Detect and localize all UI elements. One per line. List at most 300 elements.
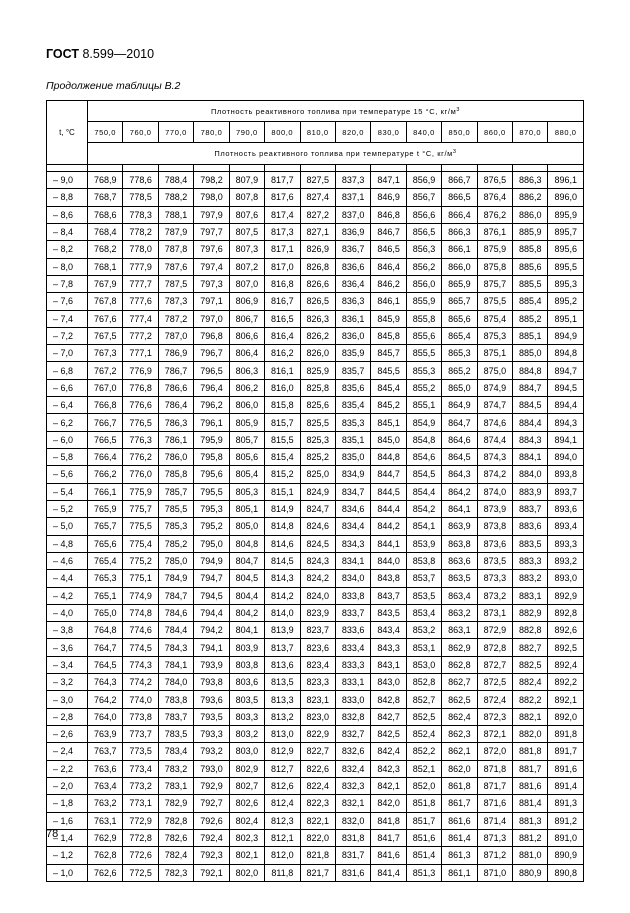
density-cell: 782,6 [158, 829, 193, 846]
spacer-cell [548, 165, 583, 172]
density-cell: 843,8 [371, 570, 406, 587]
density-cell: 826,8 [300, 258, 335, 275]
density-cell: 843,4 [371, 622, 406, 639]
density-cell: 775,9 [123, 483, 158, 500]
density-cell: 846,4 [371, 258, 406, 275]
density-cell: 894,5 [548, 379, 583, 396]
temperature-cell: – 3,6 [47, 639, 88, 656]
density-cell: 802,0 [229, 864, 264, 881]
density-cell: 875,5 [477, 293, 512, 310]
density-cell: 812,0 [265, 847, 300, 864]
density-cell: 815,5 [265, 431, 300, 448]
density-cell: 776,5 [123, 414, 158, 431]
density-cell: 845,7 [371, 345, 406, 362]
density-cell: 804,4 [229, 587, 264, 604]
density-cell: 815,7 [265, 414, 300, 431]
density-cell: 885,1 [513, 327, 548, 344]
density-cell: 768,1 [88, 258, 123, 275]
density-cell: 842,0 [371, 795, 406, 812]
table-row [47, 656, 584, 673]
table-row [47, 587, 584, 604]
density-cell: 882,2 [513, 691, 548, 708]
density-cell: 816,1 [265, 362, 300, 379]
density-column-header: 850,0 [442, 122, 477, 143]
density-cell: 834,1 [335, 552, 370, 569]
density-cell: 764,5 [88, 656, 123, 673]
density-cell: 836,9 [335, 223, 370, 240]
density-cell: 854,1 [406, 518, 441, 535]
density-cell: 793,5 [194, 708, 229, 725]
temperature-cell: – 5,8 [47, 449, 88, 466]
density-cell: 846,8 [371, 206, 406, 223]
density-cell: 797,1 [194, 293, 229, 310]
density-cell: 863,2 [442, 604, 477, 621]
density-cell: 804,1 [229, 622, 264, 639]
density-cell: 777,2 [123, 327, 158, 344]
density-cell: 807,2 [229, 258, 264, 275]
density-cell: 873,2 [477, 587, 512, 604]
density-cell: 824,3 [300, 552, 335, 569]
density-cell: 807,9 [229, 172, 264, 189]
density-cell: 784,6 [158, 604, 193, 621]
density-cell: 862,8 [442, 656, 477, 673]
density-cell: 853,2 [406, 622, 441, 639]
density-cell: 837,0 [335, 206, 370, 223]
density-cell: 772,5 [123, 864, 158, 881]
density-cell: 783,4 [158, 743, 193, 760]
temperature-cell: – 2,0 [47, 777, 88, 794]
density-cell: 795,5 [194, 483, 229, 500]
density-cell: 805,0 [229, 518, 264, 535]
density-cell: 853,4 [406, 604, 441, 621]
density-cell: 787,8 [158, 241, 193, 258]
density-cell: 874,7 [477, 397, 512, 414]
density-cell: 864,1 [442, 500, 477, 517]
density-cell: 875,4 [477, 310, 512, 327]
density-cell: 834,9 [335, 466, 370, 483]
density-cell: 876,1 [477, 223, 512, 240]
density-cell: 881,8 [513, 743, 548, 760]
temperature-cell: – 7,8 [47, 275, 88, 292]
density-cell: 846,9 [371, 189, 406, 206]
temperature-cell: – 1,4 [47, 829, 88, 846]
density-cell: 835,7 [335, 362, 370, 379]
density-cell: 773,8 [123, 708, 158, 725]
density-cell: 774,5 [123, 639, 158, 656]
density-cell: 865,3 [442, 345, 477, 362]
density-cell: 767,6 [88, 310, 123, 327]
density-cell: 885,5 [513, 275, 548, 292]
density-cell: 793,3 [194, 726, 229, 743]
density-cell: 814,2 [265, 587, 300, 604]
density-cell: 842,5 [371, 726, 406, 743]
density-cell: 866,0 [442, 258, 477, 275]
density-cell: 764,2 [88, 691, 123, 708]
temperature-column-header: t, °С [47, 101, 88, 165]
table-row [47, 483, 584, 500]
density-cell: 861,1 [442, 864, 477, 881]
density-cell: 836,6 [335, 258, 370, 275]
density-cell: 814,9 [265, 500, 300, 517]
standard-number: 8.599—2010 [82, 47, 155, 61]
density-cell: 783,5 [158, 726, 193, 743]
temperature-cell: – 8,2 [47, 241, 88, 258]
density-cell: 875,3 [477, 327, 512, 344]
density-cell: 772,6 [123, 847, 158, 864]
density-cell: 812,4 [265, 795, 300, 812]
density-cell: 853,8 [406, 552, 441, 569]
density-cell: 884,8 [513, 362, 548, 379]
density-cell: 864,9 [442, 397, 477, 414]
temperature-cell: – 7,2 [47, 327, 88, 344]
density-cell: 766,5 [88, 431, 123, 448]
density-cell: 875,9 [477, 241, 512, 258]
density-cell: 835,6 [335, 379, 370, 396]
temperature-cell: – 4,2 [47, 587, 88, 604]
spacer-cell [265, 165, 300, 172]
density-cell: 806,0 [229, 397, 264, 414]
density-cell: 822,9 [300, 726, 335, 743]
density-cell: 835,0 [335, 449, 370, 466]
density-cell: 815,2 [265, 466, 300, 483]
density-cell: 777,9 [123, 258, 158, 275]
density-cell: 843,7 [371, 587, 406, 604]
density-cell: 861,6 [442, 812, 477, 829]
density-cell: 767,2 [88, 362, 123, 379]
density-cell: 794,4 [194, 604, 229, 621]
density-cell: 785,8 [158, 466, 193, 483]
density-cell: 783,8 [158, 691, 193, 708]
density-cell: 862,0 [442, 760, 477, 777]
density-cell: 778,2 [123, 223, 158, 240]
density-cell: 881,7 [513, 760, 548, 777]
density-cell: 853,1 [406, 639, 441, 656]
density-cell: 862,4 [442, 708, 477, 725]
density-cell: 774,8 [123, 604, 158, 621]
density-cell: 846,5 [371, 241, 406, 258]
density-cell: 842,8 [371, 691, 406, 708]
density-cell: 863,1 [442, 622, 477, 639]
density-cell: 836,4 [335, 275, 370, 292]
table-row [47, 362, 584, 379]
density-cell: 832,6 [335, 743, 370, 760]
temperature-cell: – 7,4 [47, 310, 88, 327]
density-cell: 795,3 [194, 500, 229, 517]
density-cell: 796,5 [194, 362, 229, 379]
density-cell: 844,5 [371, 483, 406, 500]
density-column-header: 860,0 [477, 122, 512, 143]
density-cell: 764,7 [88, 639, 123, 656]
density-cell: 778,5 [123, 189, 158, 206]
density-cell: 766,8 [88, 397, 123, 414]
density-cell: 855,3 [406, 362, 441, 379]
density-cell: 892,2 [548, 674, 583, 691]
table-row [47, 570, 584, 587]
density-cell: 872,0 [477, 743, 512, 760]
density-cell: 827,2 [300, 206, 335, 223]
density-cell: 803,2 [229, 726, 264, 743]
density-cell: 890,9 [548, 847, 583, 864]
density-cell: 804,5 [229, 570, 264, 587]
density-cell: 785,2 [158, 535, 193, 552]
density-cell: 882,8 [513, 622, 548, 639]
density-cell: 891,8 [548, 726, 583, 743]
density-cell: 766,2 [88, 466, 123, 483]
density-cell: 776,2 [123, 449, 158, 466]
density-cell: 873,3 [477, 570, 512, 587]
density-cell: 806,7 [229, 310, 264, 327]
density-cell: 823,9 [300, 604, 335, 621]
density-cell: 824,2 [300, 570, 335, 587]
spacer-cell [123, 165, 158, 172]
density-cell: 813,0 [265, 726, 300, 743]
density-cell: 803,6 [229, 674, 264, 691]
density-cell: 884,3 [513, 431, 548, 448]
density-cell: 871,4 [477, 812, 512, 829]
density-cell: 806,3 [229, 362, 264, 379]
density-cell: 774,9 [123, 587, 158, 604]
density-cell: 893,6 [548, 500, 583, 517]
density-table-body [47, 165, 584, 882]
density-cell: 854,6 [406, 449, 441, 466]
density-cell: 862,9 [442, 639, 477, 656]
table-row [47, 795, 584, 812]
density-cell: 876,4 [477, 189, 512, 206]
density-cell: 765,3 [88, 570, 123, 587]
density-cell: 834,0 [335, 570, 370, 587]
density-cell: 835,9 [335, 345, 370, 362]
density-cell: 865,9 [442, 275, 477, 292]
density-cell: 798,2 [194, 172, 229, 189]
density-cell: 836,1 [335, 310, 370, 327]
density-cell: 891,6 [548, 760, 583, 777]
density-cell: 816,4 [265, 327, 300, 344]
density-cell: 872,3 [477, 708, 512, 725]
density-cell: 774,0 [123, 691, 158, 708]
density-cell: 832,0 [335, 812, 370, 829]
density-cell: 853,9 [406, 535, 441, 552]
density-cell: 773,7 [123, 726, 158, 743]
density-cell: 832,1 [335, 795, 370, 812]
density-cell: 763,7 [88, 743, 123, 760]
density-cell: 845,2 [371, 397, 406, 414]
density-cell: 762,9 [88, 829, 123, 846]
density-cell: 784,0 [158, 674, 193, 691]
density-cell: 885,0 [513, 345, 548, 362]
density-cell: 847,1 [371, 172, 406, 189]
density-cell: 766,4 [88, 449, 123, 466]
density-cell: 787,2 [158, 310, 193, 327]
density-cell: 805,4 [229, 466, 264, 483]
density-cell: 885,2 [513, 310, 548, 327]
density-cell: 783,2 [158, 760, 193, 777]
density-cell: 823,4 [300, 656, 335, 673]
density-cell: 871,0 [477, 864, 512, 881]
density-cell: 894,8 [548, 345, 583, 362]
density-cell: 822,4 [300, 777, 335, 794]
density-cell: 865,6 [442, 310, 477, 327]
density-cell: 882,4 [513, 674, 548, 691]
spacer-cell [88, 165, 123, 172]
density-cell: 872,7 [477, 656, 512, 673]
spacer-cell [229, 165, 264, 172]
density-cell: 845,4 [371, 379, 406, 396]
density-cell: 890,8 [548, 864, 583, 881]
density-cell: 831,8 [335, 829, 370, 846]
density-cell: 803,5 [229, 691, 264, 708]
density-cell: 856,5 [406, 223, 441, 240]
density-cell: 855,1 [406, 397, 441, 414]
temperature-cell: – 8,4 [47, 223, 88, 240]
table-row [47, 223, 584, 240]
density-cell: 873,5 [477, 552, 512, 569]
density-cell: 891,4 [548, 777, 583, 794]
density-cell: 796,1 [194, 414, 229, 431]
density-cell: 785,3 [158, 518, 193, 535]
density-cell: 788,1 [158, 206, 193, 223]
density-cell: 874,9 [477, 379, 512, 396]
density-cell: 863,9 [442, 518, 477, 535]
table-row [47, 414, 584, 431]
density-cell: 814,5 [265, 552, 300, 569]
density-cell: 784,9 [158, 570, 193, 587]
density-cell: 866,4 [442, 206, 477, 223]
density-cell: 881,6 [513, 777, 548, 794]
density-cell: 802,4 [229, 812, 264, 829]
density-cell: 786,9 [158, 345, 193, 362]
density-cell: 775,4 [123, 535, 158, 552]
density-cell: 814,8 [265, 518, 300, 535]
table-row [47, 864, 584, 881]
density-cell: 874,0 [477, 483, 512, 500]
density-cell: 807,5 [229, 223, 264, 240]
density-cell: 892,5 [548, 639, 583, 656]
density-cell: 866,7 [442, 172, 477, 189]
density-cell: 777,7 [123, 275, 158, 292]
density-cell: 875,7 [477, 275, 512, 292]
density-cell: 893,8 [548, 466, 583, 483]
density-cell: 895,1 [548, 310, 583, 327]
density-cell: 841,8 [371, 812, 406, 829]
temperature-cell: – 2,4 [47, 743, 88, 760]
density-cell: 892,8 [548, 604, 583, 621]
temperature-cell: – 8,8 [47, 189, 88, 206]
density-cell: 833,7 [335, 604, 370, 621]
density-cell: 856,3 [406, 241, 441, 258]
density-cell: 846,2 [371, 275, 406, 292]
density-cell: 767,5 [88, 327, 123, 344]
density-cell: 784,7 [158, 587, 193, 604]
temperature-cell: – 3,4 [47, 656, 88, 673]
density-cell: 822,6 [300, 760, 335, 777]
density-cell: 843,1 [371, 656, 406, 673]
spacer-cell [406, 165, 441, 172]
density-cell: 873,8 [477, 518, 512, 535]
density-cell: 795,0 [194, 535, 229, 552]
temperature-cell: – 2,6 [47, 726, 88, 743]
density-cell: 816,0 [265, 379, 300, 396]
density-cell: 884,5 [513, 397, 548, 414]
density-cell: 794,2 [194, 622, 229, 639]
density-cell: 798,0 [194, 189, 229, 206]
density-cell: 802,7 [229, 777, 264, 794]
density-cell: 812,1 [265, 829, 300, 846]
density-cell: 891,0 [548, 829, 583, 846]
density-cell: 772,9 [123, 812, 158, 829]
density-cell: 843,3 [371, 639, 406, 656]
density-cell: 788,4 [158, 172, 193, 189]
density-cell: 862,5 [442, 691, 477, 708]
density-cell: 797,9 [194, 206, 229, 223]
density-cell: 768,4 [88, 223, 123, 240]
density-cell: 768,6 [88, 206, 123, 223]
density-cell: 845,1 [371, 414, 406, 431]
density-cell: 832,3 [335, 777, 370, 794]
density-cell: 805,7 [229, 431, 264, 448]
temperature-cell: – 8,6 [47, 206, 88, 223]
density-cell: 792,1 [194, 864, 229, 881]
density-cell: 833,1 [335, 674, 370, 691]
density-cell: 803,8 [229, 656, 264, 673]
density-cell: 885,8 [513, 241, 548, 258]
density-cell: 854,2 [406, 500, 441, 517]
density-cell: 782,3 [158, 864, 193, 881]
density-cell: 885,6 [513, 258, 548, 275]
density-cell: 861,8 [442, 777, 477, 794]
density-cell: 861,7 [442, 795, 477, 812]
spacer-cell [442, 165, 477, 172]
density-cell: 832,4 [335, 760, 370, 777]
density-cell: 794,5 [194, 587, 229, 604]
density-cell: 856,7 [406, 189, 441, 206]
density-cell: 813,7 [265, 639, 300, 656]
density-cell: 786,4 [158, 397, 193, 414]
density-cell: 793,9 [194, 656, 229, 673]
density-cell: 896,1 [548, 172, 583, 189]
density-cell: 855,2 [406, 379, 441, 396]
density-cell: 884,4 [513, 414, 548, 431]
density-cell: 816,8 [265, 275, 300, 292]
density-cell: 776,0 [123, 466, 158, 483]
table-row [47, 743, 584, 760]
table-row [47, 189, 584, 206]
density-cell: 805,9 [229, 414, 264, 431]
temperature-cell: – 1,6 [47, 812, 88, 829]
density-cell: 803,9 [229, 639, 264, 656]
density-cell: 778,3 [123, 206, 158, 223]
density-cell: 822,0 [300, 829, 335, 846]
density-cell: 787,3 [158, 293, 193, 310]
density-cell: 871,6 [477, 795, 512, 812]
density-cell: 825,9 [300, 362, 335, 379]
density-cell: 776,8 [123, 379, 158, 396]
density-cell: 865,7 [442, 293, 477, 310]
density-cell: 783,1 [158, 777, 193, 794]
density-cell: 856,2 [406, 258, 441, 275]
density-cell: 825,5 [300, 414, 335, 431]
density-cell: 806,2 [229, 379, 264, 396]
density-cell: 777,6 [123, 293, 158, 310]
density-cell: 764,0 [88, 708, 123, 725]
density-cell: 827,1 [300, 223, 335, 240]
table-row [47, 172, 584, 189]
density-cell: 787,9 [158, 223, 193, 240]
density-cell: 885,4 [513, 293, 548, 310]
density-cell: 894,1 [548, 431, 583, 448]
density-cell: 832,7 [335, 726, 370, 743]
density-cell: 883,7 [513, 500, 548, 517]
table-row [47, 258, 584, 275]
